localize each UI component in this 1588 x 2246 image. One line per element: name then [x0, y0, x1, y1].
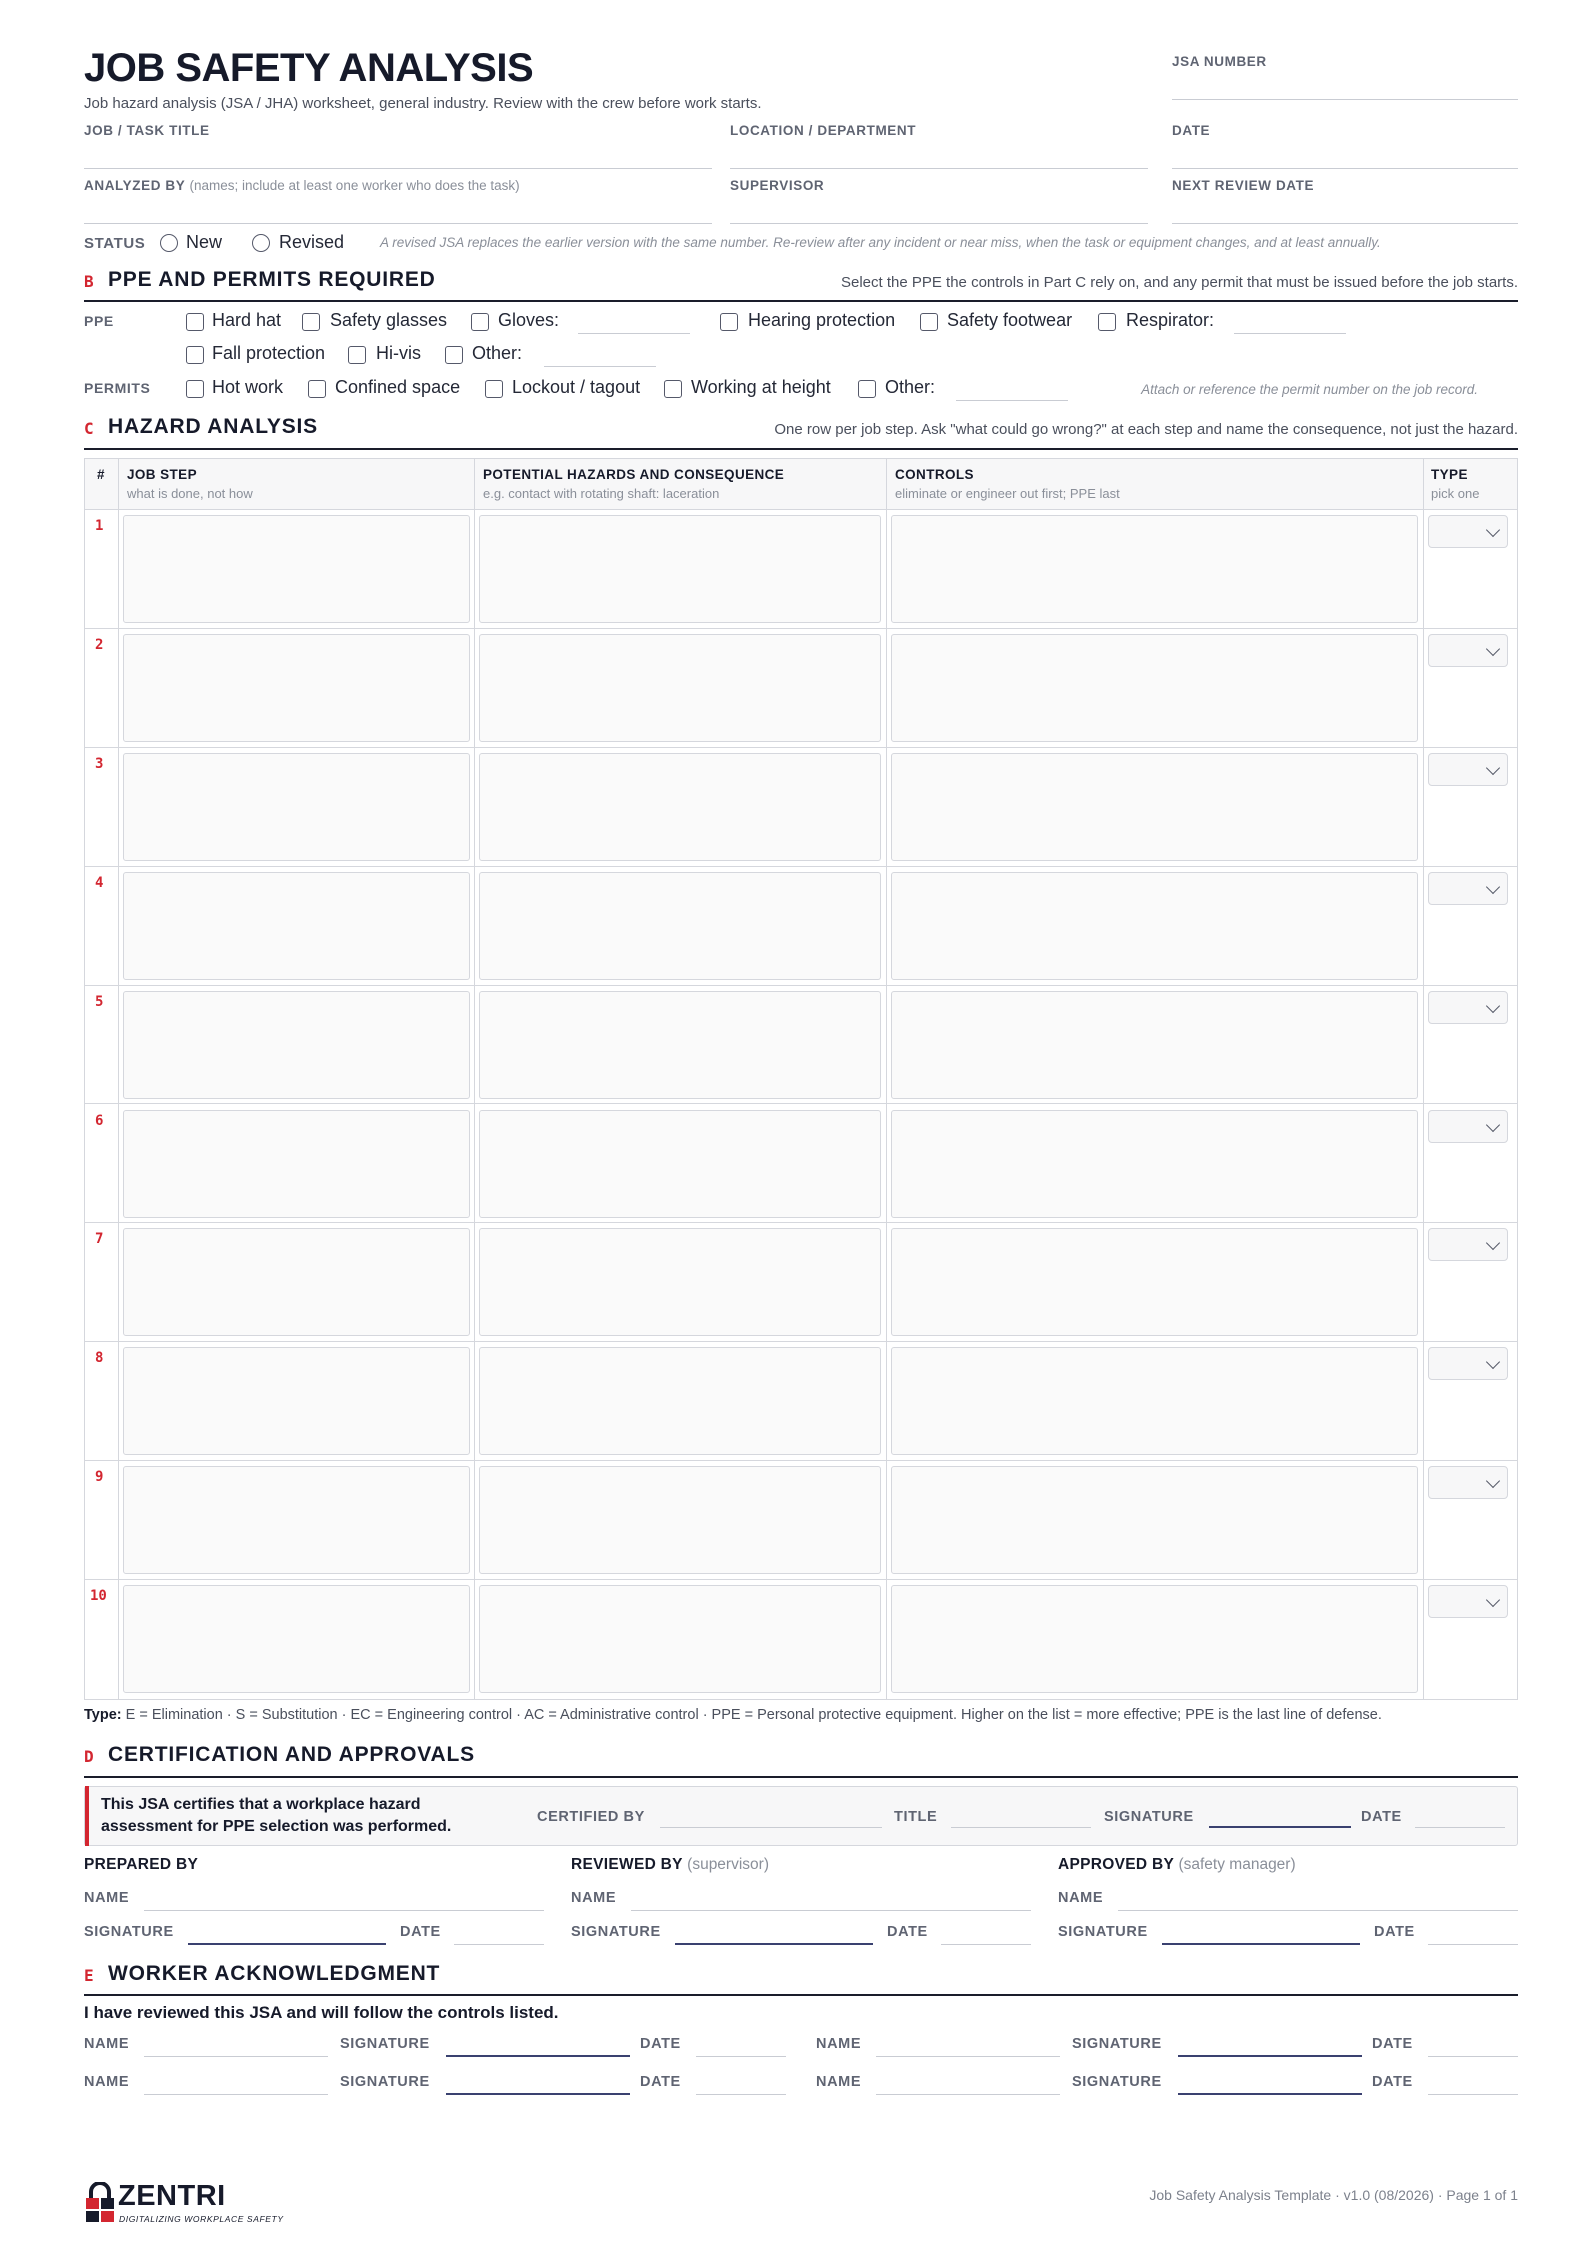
jsa-number-label: JSA NUMBER: [1172, 54, 1267, 69]
section-c-rule: [84, 448, 1518, 450]
status-new-radio[interactable]: [160, 234, 178, 252]
section-b-rule: [84, 300, 1518, 302]
hazard-analysis-table: [84, 458, 1518, 1700]
type-select[interactable]: [1428, 1228, 1508, 1261]
approved-by-name-label: NAME: [1058, 1890, 1104, 1906]
section-c-letter: C: [84, 419, 94, 438]
ppe-gloves-label: Gloves:: [498, 310, 560, 330]
table-row: [85, 1105, 1517, 1224]
col-hazards-sub: e.g. contact with rotating shaft: laceration: [483, 486, 720, 501]
permit-other-field[interactable]: [956, 400, 1068, 401]
prepared-by-signature-field[interactable]: [188, 1943, 386, 1945]
date-field[interactable]: [1172, 168, 1518, 169]
type-select[interactable]: [1428, 1466, 1508, 1499]
jsa-number-field[interactable]: [1172, 99, 1518, 100]
approved-by-heading: [1058, 1856, 1296, 1874]
reviewed-by-label: REVIEWED BY: [571, 1856, 683, 1873]
chevron-down-icon: [1486, 761, 1500, 775]
ack-name-label: NAME: [816, 2036, 862, 2052]
type-select[interactable]: [1428, 1585, 1508, 1618]
status-label: STATUS: [84, 235, 146, 252]
prepared-by-name-label: NAME: [84, 1890, 130, 1906]
job-step-input[interactable]: [123, 753, 470, 861]
ack-name-field[interactable]: [144, 2094, 328, 2095]
section-c-title: HAZARD ANALYSIS: [108, 415, 318, 438]
hazards-input[interactable]: [479, 1585, 881, 1693]
row-number: 4: [95, 874, 104, 891]
table-row: [85, 867, 1517, 986]
ack-date-field[interactable]: [696, 2094, 786, 2095]
cert-title-field[interactable]: [951, 1827, 1091, 1828]
status-new-label: New: [186, 232, 223, 252]
table-row: [85, 1461, 1517, 1580]
row-number: 5: [95, 993, 104, 1010]
controls-input[interactable]: [891, 991, 1418, 1099]
row-number: 1: [95, 518, 104, 534]
hazards-input[interactable]: [479, 991, 881, 1099]
ppe-hard-hat-label: Hard hat: [212, 310, 282, 330]
ppe-safety-glasses-checkbox[interactable]: [302, 313, 320, 331]
ppe-hi-vis-checkbox[interactable]: [348, 346, 366, 364]
status-revised-radio[interactable]: [252, 234, 270, 252]
ppe-respirator-field[interactable]: [1234, 333, 1346, 334]
location-label: LOCATION / DEPARTMENT: [730, 123, 917, 138]
approved-by-signature-label: SIGNATURE: [1058, 1924, 1148, 1940]
ppe-respirator-checkbox[interactable]: [1098, 313, 1116, 331]
job-step-input[interactable]: [123, 872, 470, 980]
type-legend: [84, 1707, 1382, 1723]
row-number: 8: [95, 1350, 104, 1367]
col-number-header: #: [97, 467, 105, 482]
controls-input[interactable]: [891, 1347, 1418, 1455]
job-task-title-label: JOB / TASK TITLE: [84, 123, 210, 138]
chevron-down-icon: [1486, 999, 1500, 1013]
ack-name-field[interactable]: [144, 2056, 328, 2057]
section-b-title: PPE AND PERMITS REQUIRED: [108, 268, 436, 291]
ack-date-label: DATE: [1372, 2036, 1413, 2052]
col-type-header: TYPE: [1431, 467, 1468, 482]
job-step-input[interactable]: [123, 1347, 470, 1455]
next-review-label: NEXT REVIEW DATE: [1172, 178, 1315, 193]
reviewed-by-signature-label: SIGNATURE: [571, 1924, 661, 1940]
table-row: [85, 1580, 1517, 1699]
table-row: [85, 629, 1517, 748]
chevron-down-icon: [1486, 642, 1500, 656]
ppe-hearing-label: Hearing protection: [748, 310, 896, 330]
section-d-title: CERTIFICATION AND APPROVALS: [108, 1743, 475, 1766]
ack-date-field[interactable]: [1428, 2094, 1518, 2095]
table-row: [85, 748, 1517, 867]
table-header: [85, 459, 1517, 509]
ack-date-label: DATE: [640, 2074, 681, 2090]
ack-name-label: NAME: [84, 2074, 130, 2090]
certification-text-1: This JSA certifies that a workplace hazard: [101, 1796, 421, 1813]
row-number: 3: [95, 755, 104, 772]
prepared-by-heading: [84, 1856, 198, 1874]
type-select[interactable]: [1428, 1110, 1508, 1143]
ppe-footwear-checkbox[interactable]: [920, 313, 938, 331]
certification-text-2: assessment for PPE selection was performed.: [101, 1818, 452, 1835]
ack-date-field[interactable]: [1428, 2056, 1518, 2057]
col-controls-sub: eliminate or engineer out first; PPE last: [895, 486, 1120, 501]
supervisor-label: SUPERVISOR: [730, 178, 825, 193]
hazards-input[interactable]: [479, 634, 881, 742]
ppe-other-field[interactable]: [544, 366, 656, 367]
ppe-gloves-checkbox[interactable]: [471, 313, 489, 331]
row-number: 10: [90, 1588, 107, 1605]
permit-confined-space-label: Confined space: [335, 377, 461, 397]
ack-signature-field[interactable]: [446, 2093, 630, 2095]
footer-text: Job Safety Analysis Template · v1.0 (08/2026) · Page 1 of 1: [1149, 2187, 1518, 2203]
section-e-title: WORKER ACKNOWLEDGMENT: [108, 1962, 441, 1985]
type-legend-text: E = Elimination · S = Substitution · EC = Engineering control · AC = Administrative control · PPE = Personal protective equipment. Higher on the list = more effective; PPE is the last line of defense.: [125, 1707, 1382, 1723]
permit-lockout-label: Lockout / tagout: [512, 377, 641, 397]
row-number: 9: [95, 1469, 104, 1486]
hazards-input[interactable]: [479, 1228, 881, 1336]
type-select[interactable]: [1428, 515, 1508, 548]
row-number: 7: [95, 1231, 104, 1248]
prepared-by-signature-label: SIGNATURE: [84, 1924, 174, 1940]
table-row: [85, 1223, 1517, 1342]
col-type-sub: pick one: [1431, 486, 1480, 501]
ppe-label: PPE: [84, 313, 114, 329]
permits-label: PERMITS: [84, 380, 151, 396]
controls-input[interactable]: [891, 1110, 1418, 1218]
ppe-safety-glasses-label: Safety glasses: [330, 310, 448, 330]
cert-date-label: DATE: [1361, 1809, 1402, 1825]
cert-signature-field[interactable]: [1209, 1826, 1351, 1828]
section-e-rule: [84, 1994, 1518, 1996]
section-b-hint: Select the PPE the controls in Part C rely on, and any permit that must be issued before the job starts.: [840, 274, 1518, 291]
section-c-hint: One row per job step. Ask "what could go wrong?" at each step and name the consequence, not just the hazard.: [774, 421, 1518, 438]
ack-date-label: DATE: [1372, 2074, 1413, 2090]
logo-tagline: DIGITALIZING WORKPLACE SAFETY: [119, 2214, 284, 2224]
cert-date-field[interactable]: [1415, 1827, 1505, 1828]
ppe-gloves-field[interactable]: [578, 333, 690, 334]
ack-signature-label: SIGNATURE: [340, 2036, 430, 2052]
hazards-input[interactable]: [479, 1110, 881, 1218]
job-step-input[interactable]: [123, 1110, 470, 1218]
chevron-down-icon: [1486, 1355, 1500, 1369]
ppe-hi-vis-label: Hi-vis: [376, 343, 421, 363]
controls-input[interactable]: [891, 753, 1418, 861]
table-row: [85, 510, 1517, 629]
col-hazards-header: POTENTIAL HAZARDS AND CONSEQUENCE: [483, 467, 785, 482]
next-review-field[interactable]: [1172, 223, 1518, 224]
ack-name-label: NAME: [816, 2074, 862, 2090]
lock-icon: [84, 2182, 116, 2222]
ppe-hard-hat-checkbox[interactable]: [186, 313, 204, 331]
section-d-letter: D: [84, 1747, 94, 1766]
analyzed-by-note: (names; include at least one worker who does the task): [189, 178, 520, 193]
reviewed-by-heading: [571, 1856, 769, 1874]
analyzed-by-field[interactable]: [84, 223, 712, 224]
type-select[interactable]: [1428, 991, 1508, 1024]
approved-by-name-field[interactable]: [1118, 1910, 1518, 1911]
ack-signature-field[interactable]: [446, 2055, 630, 2057]
reviewed-by-date-field[interactable]: [941, 1944, 1031, 1945]
job-step-input[interactable]: [123, 515, 470, 623]
zentri-logo: [84, 2180, 344, 2226]
section-b-letter: B: [84, 272, 94, 291]
cert-signature-label: SIGNATURE: [1104, 1809, 1194, 1825]
certification-box: [84, 1786, 1518, 1846]
permit-confined-space-checkbox[interactable]: [308, 380, 326, 398]
chevron-down-icon: [1486, 880, 1500, 894]
type-select[interactable]: [1428, 872, 1508, 905]
analyzed-by-label: [84, 178, 520, 193]
form-title: JOB SAFETY ANALYSIS: [84, 46, 534, 90]
row-number: 6: [95, 1112, 104, 1129]
approved-by-label: APPROVED BY: [1058, 1856, 1174, 1873]
controls-input[interactable]: [891, 1466, 1418, 1574]
job-step-input[interactable]: [123, 1466, 470, 1574]
controls-input[interactable]: [891, 1585, 1418, 1693]
approved-by-note: (safety manager): [1178, 1856, 1296, 1873]
ack-name-field[interactable]: [876, 2056, 1060, 2057]
ppe-other-label: Other:: [472, 343, 523, 363]
date-label: DATE: [1172, 123, 1211, 138]
reviewed-by-note: (supervisor): [687, 1856, 769, 1873]
hazards-input[interactable]: [479, 515, 881, 623]
chevron-down-icon: [1486, 1593, 1500, 1607]
table-row: [85, 1342, 1517, 1461]
table-row: [85, 986, 1517, 1105]
job-step-input[interactable]: [123, 634, 470, 742]
chevron-down-icon: [1486, 523, 1500, 537]
permit-other-checkbox[interactable]: [858, 380, 876, 398]
supervisor-field[interactable]: [730, 223, 1148, 224]
hazards-input[interactable]: [479, 753, 881, 861]
job-step-input[interactable]: [123, 1228, 470, 1336]
chevron-down-icon: [1486, 1117, 1500, 1131]
location-field[interactable]: [730, 168, 1148, 169]
ack-signature-label: SIGNATURE: [1072, 2074, 1162, 2090]
logo-brand-text: ZENTRI: [118, 2180, 226, 2212]
ack-signature-field[interactable]: [1178, 2093, 1362, 2095]
ack-date-label: DATE: [640, 2036, 681, 2052]
job-step-input[interactable]: [123, 991, 470, 1099]
approved-by-signature-field[interactable]: [1162, 1943, 1360, 1945]
acknowledgment-statement: I have reviewed this JSA and will follow the controls listed.: [84, 2003, 559, 2022]
certified-by-label: CERTIFIED BY: [537, 1809, 645, 1825]
prepared-by-date-field[interactable]: [454, 1944, 544, 1945]
row-number: 2: [95, 636, 104, 653]
form-subtitle: Job hazard analysis (JSA / JHA) worksheet, general industry. Review with the crew before work starts.: [84, 95, 762, 112]
section-d-rule: [84, 1776, 1518, 1778]
permit-hot-work-checkbox[interactable]: [186, 380, 204, 398]
type-select[interactable]: [1428, 1347, 1508, 1380]
controls-input[interactable]: [891, 872, 1418, 980]
ppe-hearing-checkbox[interactable]: [720, 313, 738, 331]
type-select[interactable]: [1428, 753, 1508, 786]
col-controls-header: CONTROLS: [895, 467, 974, 482]
analyzed-by-label-text: ANALYZED BY: [84, 178, 186, 193]
hazards-input[interactable]: [479, 1347, 881, 1455]
ppe-footwear-label: Safety footwear: [947, 310, 1073, 330]
approved-by-date-label: DATE: [1374, 1924, 1415, 1940]
job-task-title-field[interactable]: [84, 168, 712, 169]
status-revised-label: Revised: [279, 232, 345, 252]
job-step-input[interactable]: [123, 1585, 470, 1693]
hazards-input[interactable]: [479, 1466, 881, 1574]
controls-input[interactable]: [891, 1228, 1418, 1336]
certification-accent-bar: [85, 1786, 89, 1846]
ppe-fall-protection-checkbox[interactable]: [186, 346, 204, 364]
type-legend-label: Type:: [84, 1707, 122, 1723]
approved-by-date-field[interactable]: [1428, 1944, 1518, 1945]
ack-signature-label: SIGNATURE: [1072, 2036, 1162, 2052]
ack-name-label: NAME: [84, 2036, 130, 2052]
reviewed-by-signature-field[interactable]: [675, 1943, 873, 1945]
permit-height-label: Working at height: [691, 377, 831, 397]
cert-title-label: TITLE: [894, 1809, 938, 1825]
col-job-step-sub: what is done, not how: [127, 486, 253, 501]
permits-note: Attach or reference the permit number on the job record.: [1141, 382, 1478, 397]
ack-name-field[interactable]: [876, 2094, 1060, 2095]
section-e-letter: E: [84, 1966, 94, 1985]
ack-signature-label: SIGNATURE: [340, 2074, 430, 2090]
ppe-respirator-label: Respirator:: [1126, 310, 1215, 330]
controls-input[interactable]: [891, 634, 1418, 742]
type-select[interactable]: [1428, 634, 1508, 667]
hazards-input[interactable]: [479, 872, 881, 980]
prepared-by-label: PREPARED BY: [84, 1856, 199, 1873]
ack-signature-field[interactable]: [1178, 2055, 1362, 2057]
permit-height-checkbox[interactable]: [664, 380, 682, 398]
controls-input[interactable]: [891, 515, 1418, 623]
ppe-fall-protection-label: Fall protection: [212, 343, 326, 363]
reviewed-by-name-label: NAME: [571, 1890, 617, 1906]
reviewed-by-name-field[interactable]: [631, 1910, 1031, 1911]
permit-other-label: Other:: [885, 377, 936, 397]
ack-date-field[interactable]: [696, 2056, 786, 2057]
prepared-by-date-label: DATE: [400, 1924, 441, 1940]
certified-by-field[interactable]: [660, 1827, 882, 1828]
ppe-other-checkbox[interactable]: [445, 346, 463, 364]
prepared-by-name-field[interactable]: [144, 1910, 544, 1911]
permit-lockout-checkbox[interactable]: [485, 380, 503, 398]
permit-hot-work-label: Hot work: [212, 377, 284, 397]
status-note: A revised JSA replaces the earlier version with the same number. Re-review after any incident or near miss, when the task or equipment changes, and at least annually.: [380, 235, 1381, 250]
chevron-down-icon: [1486, 1474, 1500, 1488]
col-job-step-header: JOB STEP: [127, 467, 197, 482]
reviewed-by-date-label: DATE: [887, 1924, 928, 1940]
chevron-down-icon: [1486, 1236, 1500, 1250]
